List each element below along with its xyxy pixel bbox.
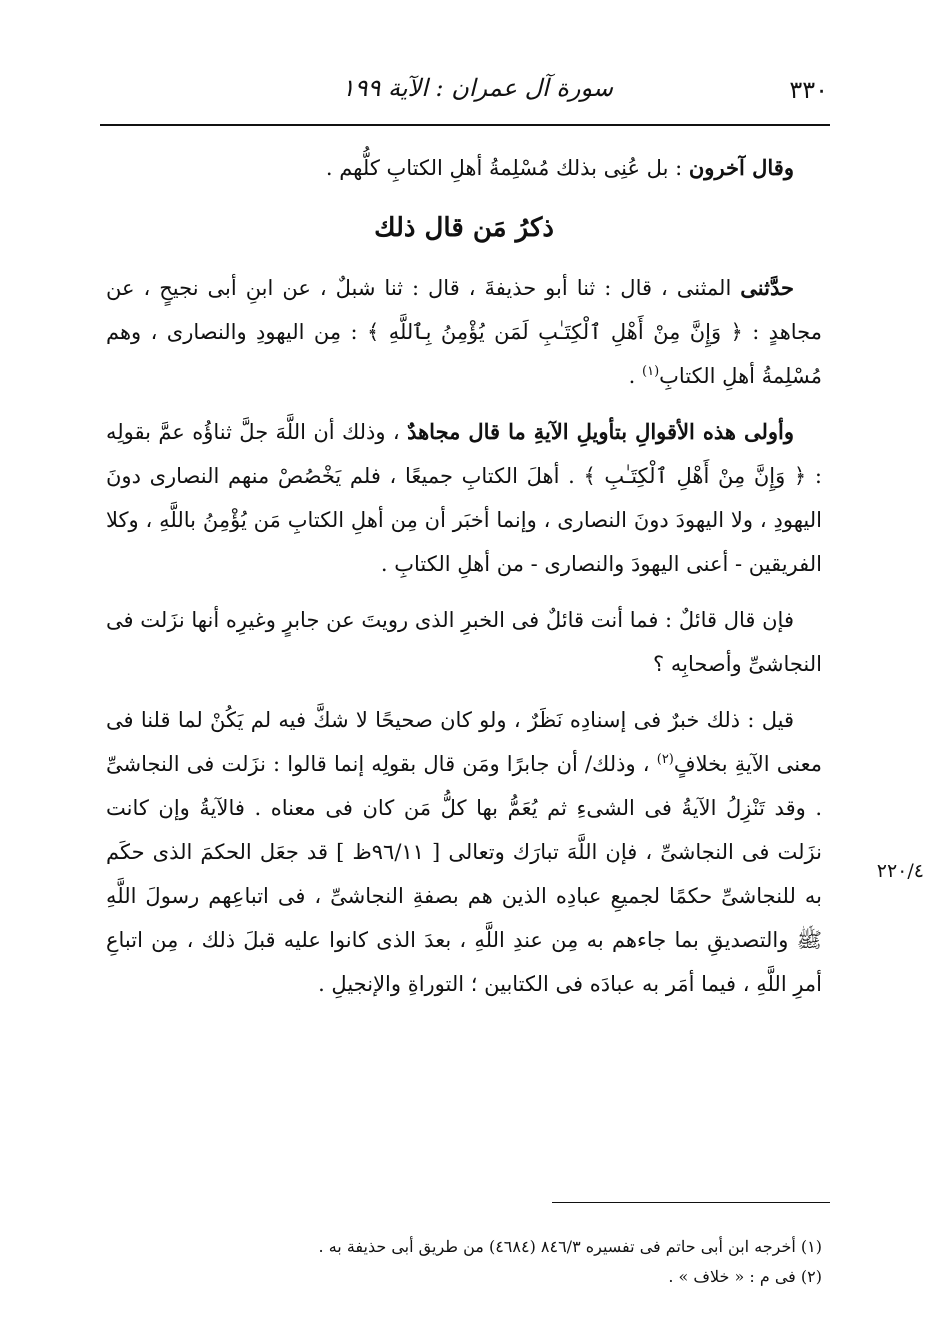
paragraph-3-lead: وأولى هذه الأقوالِ بتأويلِ الآيةِ ما قال مجاهدٌ	[407, 419, 794, 444]
paragraph-4: فإن قال قائلٌ : فما أنت قائلٌ فى الخبرِ الذى رويتَ عن جابرٍ وغيرِه أنها نزَلت فى النجاشىِّ وأصحابِه ؟	[106, 608, 822, 676]
paragraph-2-lead: حدَّثنى	[740, 275, 794, 300]
footnote-rule	[552, 1202, 830, 1203]
footnote-2: (٢) فى م : « خلاف » .	[668, 1267, 822, 1286]
paragraph-3	[106, 410, 822, 586]
paragraph-5-text-b: ، وذلك/ أن جابرًا ومَن قال بقولِه إنما قالوا : نزَلت فى النجاشىِّ . وقد تَنْزِلُ الآيةُ فى الشىءِ ثم يُعَمُّ بها كلُّ مَن كان فى معناه . فالآيةُ وإن كانت نزَلت فى النجاشىِّ ، فإن اللَّهَ تبارَك وتعالى [ ٩٦/١١ظ ] قد جعَل الحكمَ الذى حكَم به للنجاشىِّ حكمًا لجميعِ عبادِه الذين هم بصفةِ النجاشىِّ ، فى اتباعِهم رسولَ اللَّهِ ﷺ والتصديقِ بما جاءهم به مِن عندِ اللَّهِ ، بعدَ الذى كانوا عليه قبلَ ذلك ، مِن اتباعِ أمرِ اللَّهِ ، فيما أمَر به عبادَه فى الكتابين ؛ التوراةِ والإنجيلِ .	[106, 752, 822, 996]
paragraph-5-text-a: قيل : ذلك خبرٌ فى إسنادِه نَظَرٌ ، ولو كان صحيحًا لا شكَّ فيه لم يَكُنْ لما قلنا فى معنى الآيةِ بخلافٍ	[106, 708, 823, 776]
footnote-1: (١) أخرجه ابن أبى حاتم فى تفسيره ٨٤٦/٣ (٤٦٨٤) من طريق أبى حذيفة به .	[318, 1237, 822, 1256]
paragraph-1-text: : بل عُنِى بذلك مُسْلِمةُ أهلِ الكتابِ كلُّهم .	[325, 156, 683, 180]
paragraph-5	[106, 698, 822, 1006]
footnote-marker-2: (٢)	[656, 752, 674, 767]
paragraph-2	[106, 266, 822, 398]
page-header	[110, 72, 828, 112]
section-heading: ذكرُ مَن قال ذلك	[374, 213, 554, 243]
margin-reference: ٢٢٠/٤	[876, 860, 924, 882]
paragraph-3-text-b: . أهلَ الكتابِ جميعًا ، فلم يَخْصُصْ منهم النصارى دونَ اليهودِ ، ولا اليهودَ دونَ النصارى ، وإنما أخبَر أن مِن أهلِ الكتابِ مَن يُؤْمِنُ باللَّهِ ، وكلا الفريقين - أعنى اليهودَ والنصارى - من أهلِ الكتابِ .	[106, 464, 822, 576]
paragraph-2-text-b: : مِن اليهودِ والنصارى ، وهم مُسْلِمةُ أهلِ الكتابِ	[106, 320, 822, 388]
paragraph-3-text-a: ، وذلك أن اللَّهَ جلَّ ثناؤُه عمَّ بقولِه :	[106, 420, 822, 488]
quran-quote-2: ﴿ وَإِنَّ مِنْ أَهْلِ ٱلْكِتَـٰبِ ﴾	[583, 464, 807, 488]
paragraph-2-text-a: المثنى ، قال : ثنا أبو حذيفةَ ، قال : ثنا شبلٌ ، عن ابنِ أبى نجيحٍ ، عن مجاهدٍ :	[106, 276, 822, 344]
footnotes	[106, 1232, 822, 1292]
footnote-marker-1: (١)	[642, 364, 660, 379]
header-rule	[100, 124, 830, 126]
page-number: ٣٣٠	[789, 76, 828, 104]
paragraph-1-lead: وقال آخرون	[688, 155, 794, 180]
quran-quote-1: ﴿ وَإِنَّ مِنْ أَهْلِ ٱلْكِتَـٰبِ لَمَن يُؤْمِنُ بِٱللَّهِ ﴾	[367, 320, 743, 344]
running-title: سورة آل عمران : الآية ١٩٩	[341, 74, 613, 102]
main-text	[106, 146, 822, 1006]
paragraph-1	[106, 146, 822, 190]
paragraph-2-end: .	[628, 364, 636, 388]
